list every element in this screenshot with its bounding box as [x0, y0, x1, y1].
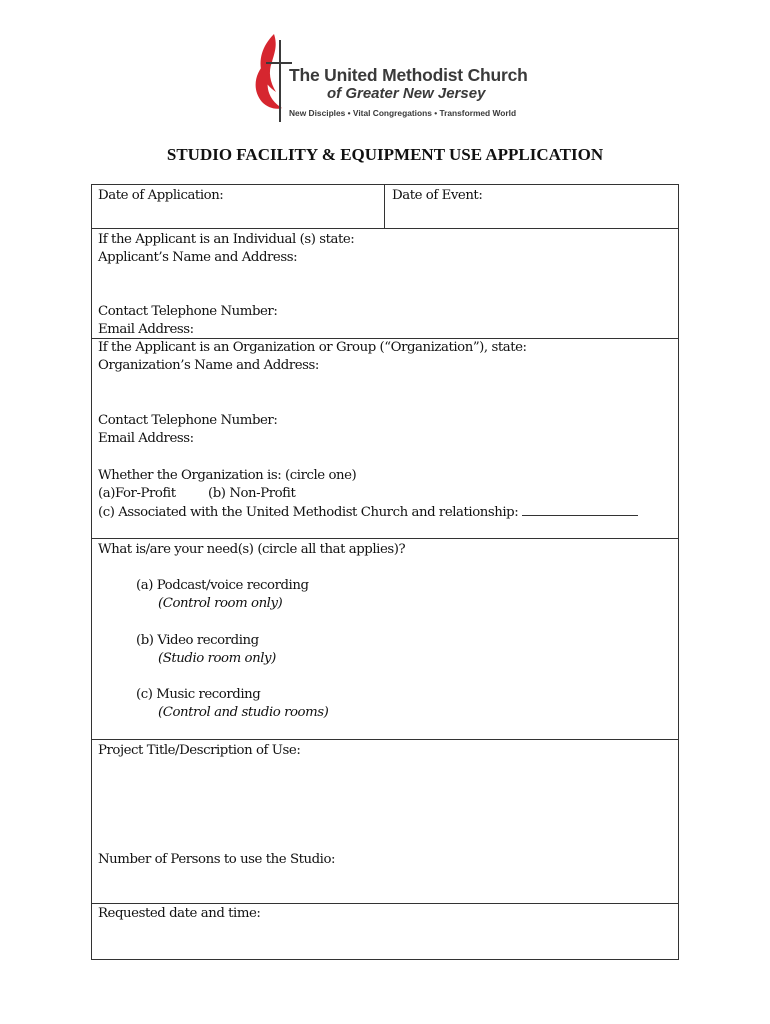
option-associated[interactable]	[98, 503, 638, 522]
logo-org-subtitle: of Greater New Jersey	[327, 85, 486, 102]
date-of-event-field[interactable]: Date of Event:	[392, 188, 483, 203]
individual-phone-field[interactable]: Contact Telephone Number:	[98, 304, 278, 319]
organization-email-field[interactable]: Email Address:	[98, 431, 194, 446]
church-logo	[252, 32, 532, 124]
organization-phone-field[interactable]: Contact Telephone Number:	[98, 413, 278, 428]
project-section	[92, 740, 678, 904]
individual-email-field[interactable]: Email Address:	[98, 322, 194, 337]
need-note-video: (Studio room only)	[158, 651, 276, 666]
requested-date-time-field[interactable]: Requested date and time:	[98, 906, 261, 921]
relationship-blank-line[interactable]	[522, 503, 638, 516]
needs-section	[92, 539, 678, 740]
option-associated-label: (c) Associated with the United Methodist Church and relationship:	[98, 505, 519, 520]
column-divider	[384, 185, 385, 228]
need-note-music: (Control and studio rooms)	[158, 705, 329, 720]
organization-name-address-field[interactable]: Organization’s Name and Address:	[98, 358, 319, 373]
date-of-application-field[interactable]: Date of Application:	[98, 188, 224, 203]
option-non-profit[interactable]: (b) Non-Profit	[208, 486, 296, 501]
application-form	[91, 184, 679, 960]
organization-intro: If the Applicant is an Organization or Group (“Organization”), state:	[98, 340, 527, 355]
logo-org-name: The United Methodist Church	[289, 65, 528, 85]
individual-intro: If the Applicant is an Individual (s) state:	[98, 232, 355, 247]
number-of-persons-field[interactable]: Number of Persons to use the Studio:	[98, 852, 336, 867]
logo-tagline: New Disciples • Vital Congregations • Transformed World	[289, 108, 517, 118]
need-option-podcast[interactable]: (a) Podcast/voice recording	[136, 578, 309, 593]
requested-section	[92, 904, 678, 959]
option-for-profit[interactable]: (a)For-Profit	[98, 486, 176, 501]
need-note-podcast: (Control room only)	[158, 596, 283, 611]
applicant-name-address-field[interactable]: Applicant’s Name and Address:	[98, 250, 298, 265]
project-description-field[interactable]: Project Title/Description of Use:	[98, 743, 301, 758]
cross-and-flame-icon	[252, 32, 292, 124]
need-option-music[interactable]: (c) Music recording	[136, 687, 261, 702]
dates-row	[92, 185, 678, 229]
organization-section	[92, 339, 678, 539]
organization-type-question: Whether the Organization is: (circle one)	[98, 468, 357, 483]
page-title: STUDIO FACILITY & EQUIPMENT USE APPLICATION	[166, 145, 604, 164]
need-option-video[interactable]: (b) Video recording	[136, 633, 259, 648]
individual-section	[92, 229, 678, 339]
needs-question: What is/are your need(s) (circle all that applies)?	[98, 542, 406, 557]
